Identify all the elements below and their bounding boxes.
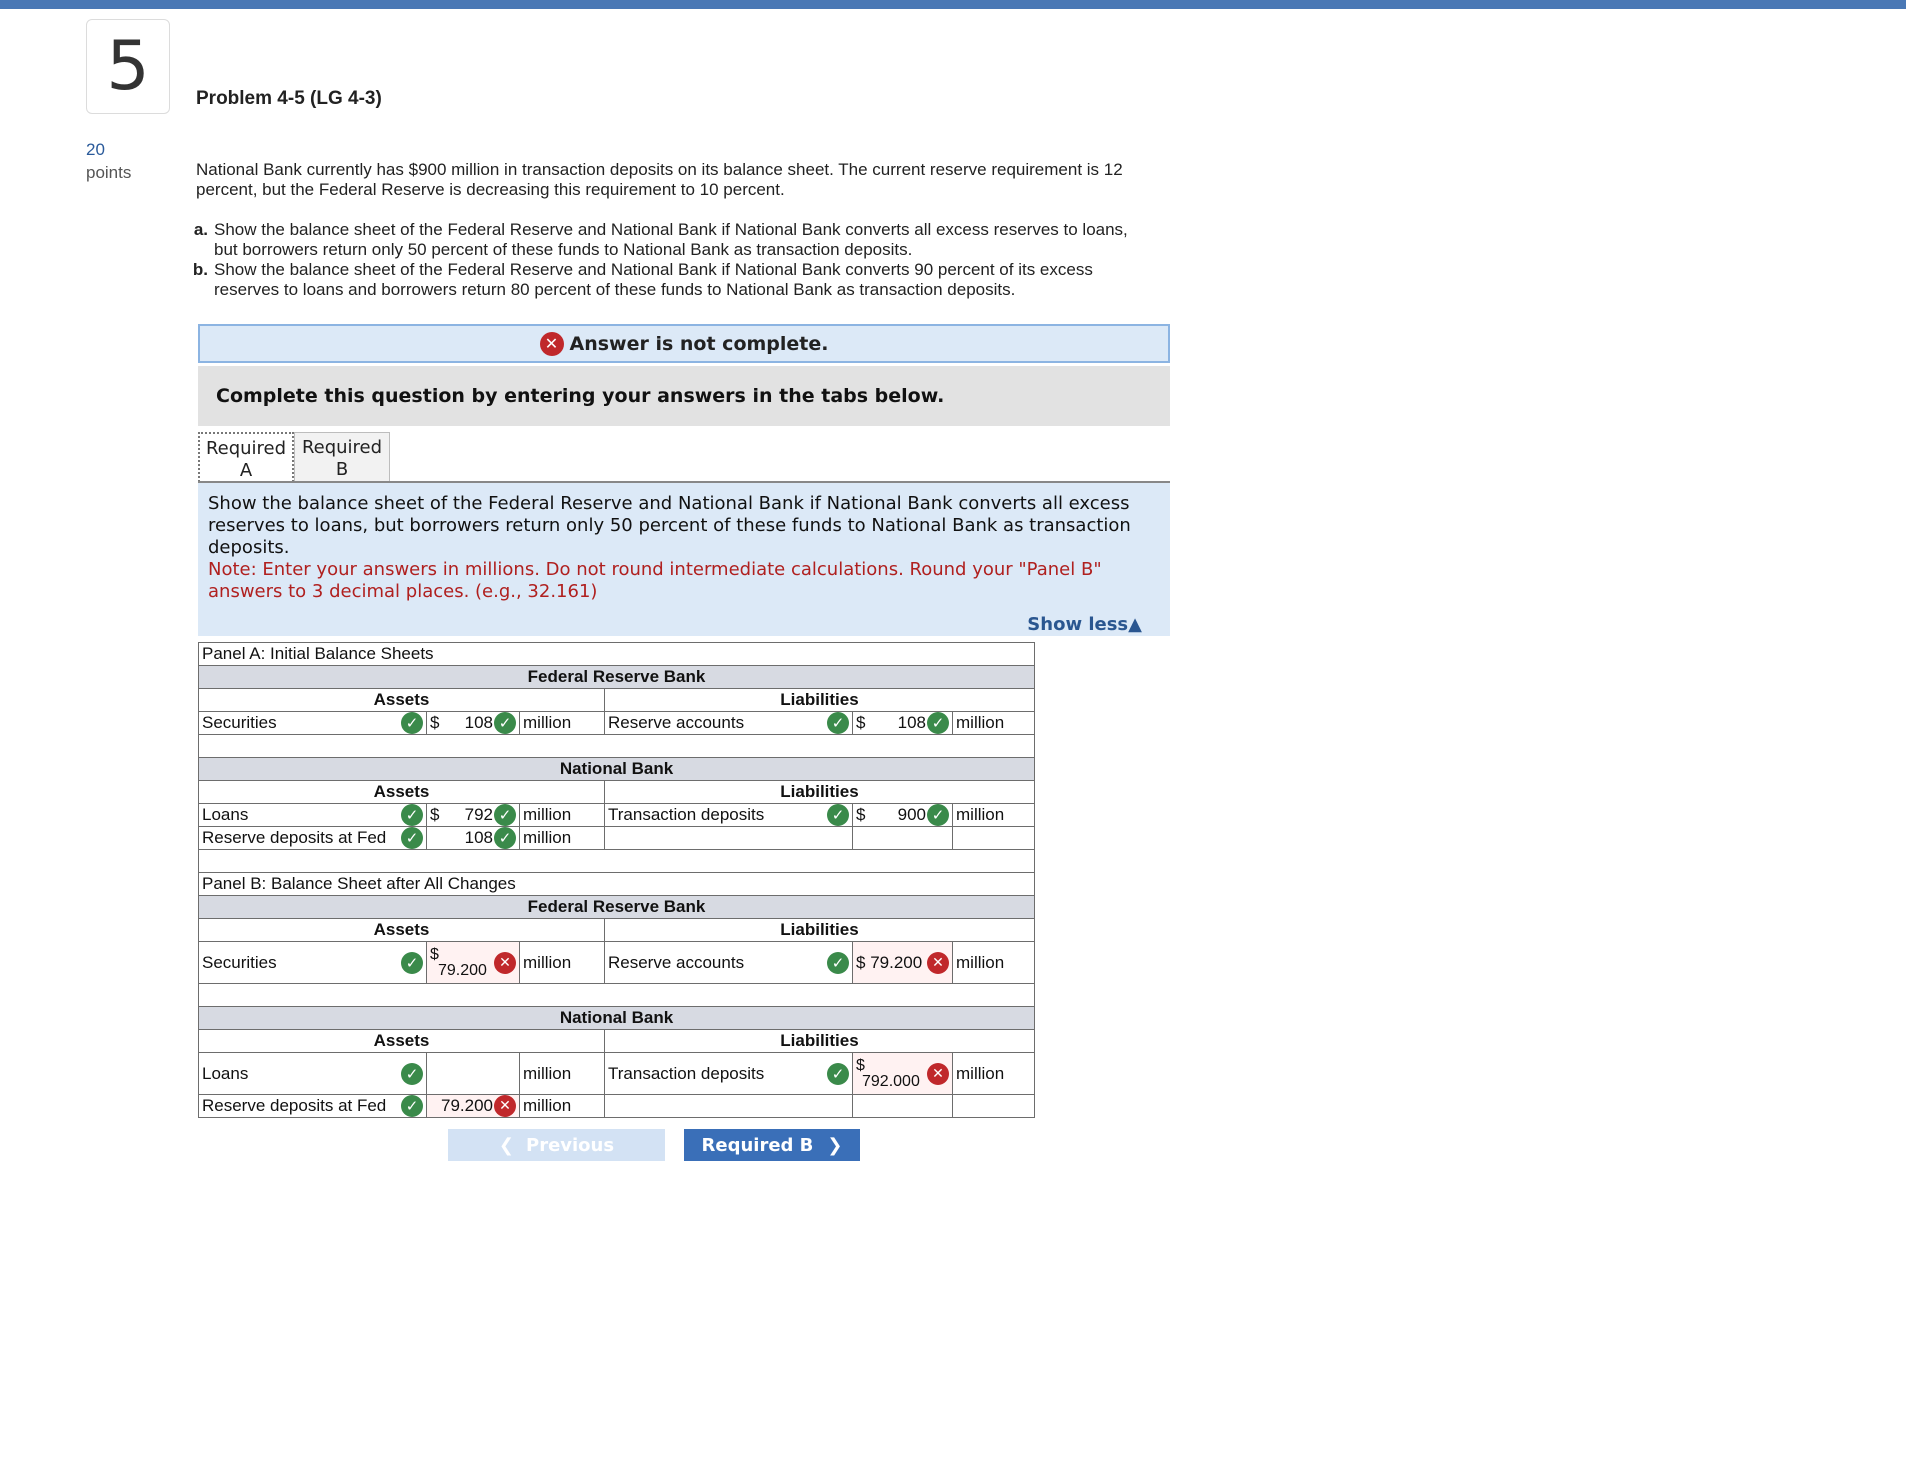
dollar-sign: $ <box>430 713 440 732</box>
panel-b-nb-row1 <box>199 1053 1035 1095</box>
panel-b-nb-col-headers <box>199 1030 1035 1053</box>
panel-a-nb-title: National Bank <box>199 758 1035 781</box>
panel-b-fed-row <box>199 942 1035 984</box>
check-icon: ✓ <box>401 1063 423 1085</box>
panel-a-transaction-deposits-label[interactable] <box>605 804 853 827</box>
show-less-link[interactable] <box>1027 614 1142 636</box>
balance-sheet-table <box>198 642 1035 1118</box>
panel-a-securities-label[interactable] <box>199 712 427 735</box>
value: 792.000 <box>862 1072 920 1090</box>
check-icon: ✓ <box>401 804 423 826</box>
panel-b-title: Panel B: Balance Sheet after All Changes <box>199 873 1035 896</box>
show-less-label: Show less <box>1027 614 1129 635</box>
assets-header: Assets <box>199 1030 605 1053</box>
value: 79.200 <box>438 961 487 979</box>
check-icon: ✓ <box>401 1095 423 1117</box>
cross-icon: ✕ <box>927 952 949 974</box>
triangle-up-icon: ▲ <box>1128 614 1142 635</box>
value: 79.200 <box>441 1096 493 1115</box>
value: 79.200 <box>870 952 923 972</box>
question-parts <box>188 220 1138 300</box>
unit: million <box>953 1053 1035 1095</box>
unit: million <box>520 712 605 735</box>
label-text: Transaction deposits <box>608 1063 765 1083</box>
panel-a-nb-row2 <box>199 827 1035 850</box>
panel-b-nb-title: National Bank <box>199 1007 1035 1030</box>
label-text: Loans <box>202 1063 249 1083</box>
panel-a-nb-header <box>199 758 1035 781</box>
panel-a-loans-input[interactable] <box>427 804 520 827</box>
spacer <box>199 735 1035 758</box>
cross-icon: ✕ <box>927 1063 949 1085</box>
panel-b-securities-input[interactable] <box>427 942 520 984</box>
check-icon: ✓ <box>494 827 516 849</box>
panel-b-nb-header <box>199 1007 1035 1030</box>
label-text: Securities <box>202 952 277 972</box>
unit: million <box>953 942 1035 984</box>
spacer <box>199 984 1035 1007</box>
complete-instruction <box>198 366 1170 426</box>
label-text: Reserve deposits at Fed <box>202 828 387 847</box>
check-icon: ✓ <box>401 952 423 974</box>
instructions-note: Note: Enter your answers in millions. Do not round intermediate calculations. Round your "Panel B" answers to 3 decimal places. (e.g., 32.161) <box>208 559 1102 602</box>
tab-label: Required <box>205 438 287 459</box>
problem-title: Problem 4-5 (LG 4-3) <box>196 88 382 109</box>
dollar-sign: $ <box>856 1056 865 1074</box>
next-button[interactable] <box>684 1129 860 1161</box>
assets-header: Assets <box>199 919 605 942</box>
unit: million <box>520 804 605 827</box>
assets-header: Assets <box>199 689 605 712</box>
next-label: Required B <box>701 1134 814 1156</box>
empty-cell <box>605 827 853 850</box>
panel-a-loans-label[interactable] <box>199 804 427 827</box>
panel-a-reserve-deposits-label[interactable] <box>199 827 427 850</box>
panel-a-securities-input[interactable] <box>427 712 520 735</box>
part-text: Show the balance sheet of the Federal Reserve and National Bank if National Bank converts all excess reserves to loans, but borrowers return only 50 percent of these funds to National Bank as transaction deposits. <box>214 220 1128 259</box>
panel-a-fed-col-headers <box>199 689 1035 712</box>
part-letter: a. <box>193 220 208 239</box>
chevron-right-icon: ❯ <box>827 1134 843 1156</box>
check-icon: ✓ <box>827 712 849 734</box>
instruction-text: Complete this question by entering your answers in the tabs below. <box>216 385 945 407</box>
empty-cell <box>853 827 953 850</box>
unit: million <box>520 1053 605 1095</box>
dollar-sign: $ <box>856 952 866 972</box>
top-bar <box>0 0 1906 9</box>
panel-b-nb-row2 <box>199 1095 1035 1118</box>
label-text: Transaction deposits <box>608 805 765 824</box>
tab-label: B <box>335 459 349 480</box>
value: 108 <box>897 713 926 732</box>
dollar-sign: $ <box>430 805 440 824</box>
panel-a-fed-title: Federal Reserve Bank <box>199 666 1035 689</box>
empty-cell <box>953 1095 1035 1118</box>
status-banner <box>198 324 1170 363</box>
check-icon: ✓ <box>927 804 949 826</box>
panel-a-nb-col-headers <box>199 781 1035 804</box>
tab-label: A <box>239 460 253 481</box>
question-number: 5 <box>86 19 170 114</box>
empty-cell <box>605 1095 853 1118</box>
tab-required-a[interactable] <box>198 432 294 482</box>
unit: million <box>520 1095 605 1118</box>
empty-cell <box>953 827 1035 850</box>
check-icon: ✓ <box>827 804 849 826</box>
liabilities-header: Liabilities <box>605 919 1035 942</box>
value: 792 <box>464 805 493 824</box>
label-text: Securities <box>202 713 277 732</box>
panel-a-nb-row1 <box>199 804 1035 827</box>
panel-a-reserve-accounts-input[interactable] <box>853 712 953 735</box>
spacer <box>199 850 1035 873</box>
dollar-sign: $ <box>430 945 439 963</box>
panel-a-transaction-deposits-input[interactable] <box>853 804 953 827</box>
problem-intro: National Bank currently has $900 million in transaction deposits on its balance sheet. The current reserve requirement is 12 percent, but the Federal Reserve is decreasing this requirement to 10 percent. <box>196 160 1123 199</box>
panel-a-title: Panel A: Initial Balance Sheets <box>199 643 1035 666</box>
panel-b-loans-input[interactable] <box>427 1053 520 1095</box>
previous-label: Previous <box>526 1134 615 1156</box>
label-text: Loans <box>202 805 249 824</box>
panel-b-fed-header <box>199 896 1035 919</box>
dollar-sign: $ <box>856 713 866 732</box>
check-icon: ✓ <box>494 804 516 826</box>
part-text: Show the balance sheet of the Federal Reserve and National Bank if National Bank converts 90 percent of its excess reserves to loans and borrowers return 80 percent of these funds to National Bank as transaction deposits. <box>214 260 1093 299</box>
panel-b-loans-label[interactable] <box>199 1053 427 1095</box>
label-text: Reserve deposits at Fed <box>202 1096 387 1115</box>
panel-b-transaction-deposits-input[interactable] <box>853 1053 953 1095</box>
assets-header: Assets <box>199 781 605 804</box>
check-icon: ✓ <box>827 952 849 974</box>
error-icon: ✕ <box>540 332 564 356</box>
panel-b-reserve-accounts-input[interactable] <box>853 942 953 984</box>
tab-bar <box>198 432 390 482</box>
instructions-text: Show the balance sheet of the Federal Reserve and National Bank if National Bank converts all excess reserves to loans, but borrowers return only 50 percent of these funds to National Bank as transaction deposits. <box>208 493 1131 558</box>
points-label: points <box>86 163 132 182</box>
tab-label: Required <box>301 437 383 458</box>
spacer-row <box>199 984 1035 1007</box>
liabilities-header: Liabilities <box>605 1030 1035 1053</box>
unit: million <box>520 827 605 850</box>
value: 108 <box>464 713 493 732</box>
panel-b-reserve-deposits-input[interactable] <box>427 1095 520 1118</box>
panel-a-reserve-accounts-label[interactable] <box>605 712 853 735</box>
unit: million <box>953 712 1035 735</box>
panel-b-title-row <box>199 873 1035 896</box>
chevron-left-icon: ❮ <box>498 1134 514 1156</box>
panel-b-reserve-accounts-label[interactable] <box>605 942 853 984</box>
panel-b-securities-label[interactable] <box>199 942 427 984</box>
liabilities-header: Liabilities <box>605 689 1035 712</box>
status-text: Answer is not complete. <box>569 332 829 355</box>
unit: million <box>953 804 1035 827</box>
panel-a-fed-row <box>199 712 1035 735</box>
empty-cell <box>853 1095 953 1118</box>
value: 108 <box>464 828 493 847</box>
liabilities-header: Liabilities <box>605 781 1035 804</box>
value: 900 <box>897 805 926 824</box>
check-icon: ✓ <box>927 712 949 734</box>
spacer-row <box>199 735 1035 758</box>
question-part-b <box>188 260 1138 300</box>
question-part-a <box>188 220 1138 260</box>
spacer-row <box>199 850 1035 873</box>
panel-a-reserve-deposits-input[interactable] <box>427 827 520 850</box>
panel-a-title-row <box>199 643 1035 666</box>
label-text: Reserve accounts <box>608 713 745 732</box>
cross-icon: ✕ <box>494 1095 516 1117</box>
dollar-sign: $ <box>856 805 866 824</box>
cross-icon: ✕ <box>494 952 516 974</box>
instructions-panel <box>198 483 1170 636</box>
check-icon: ✓ <box>401 827 423 849</box>
part-letter: b. <box>192 260 208 279</box>
unit: million <box>520 942 605 984</box>
panel-a-fed-header <box>199 666 1035 689</box>
check-icon: ✓ <box>401 712 423 734</box>
panel-b-fed-title: Federal Reserve Bank <box>199 896 1035 919</box>
panel-b-reserve-deposits-label[interactable] <box>199 1095 427 1118</box>
check-icon: ✓ <box>827 1063 849 1085</box>
points-value: 20 <box>86 140 105 159</box>
panel-b-transaction-deposits-label[interactable] <box>605 1053 853 1095</box>
panel-b-fed-col-headers <box>199 919 1035 942</box>
tab-required-b[interactable] <box>294 432 390 482</box>
label-text: Reserve accounts <box>608 952 745 972</box>
previous-button[interactable] <box>448 1129 665 1161</box>
check-icon: ✓ <box>494 712 516 734</box>
